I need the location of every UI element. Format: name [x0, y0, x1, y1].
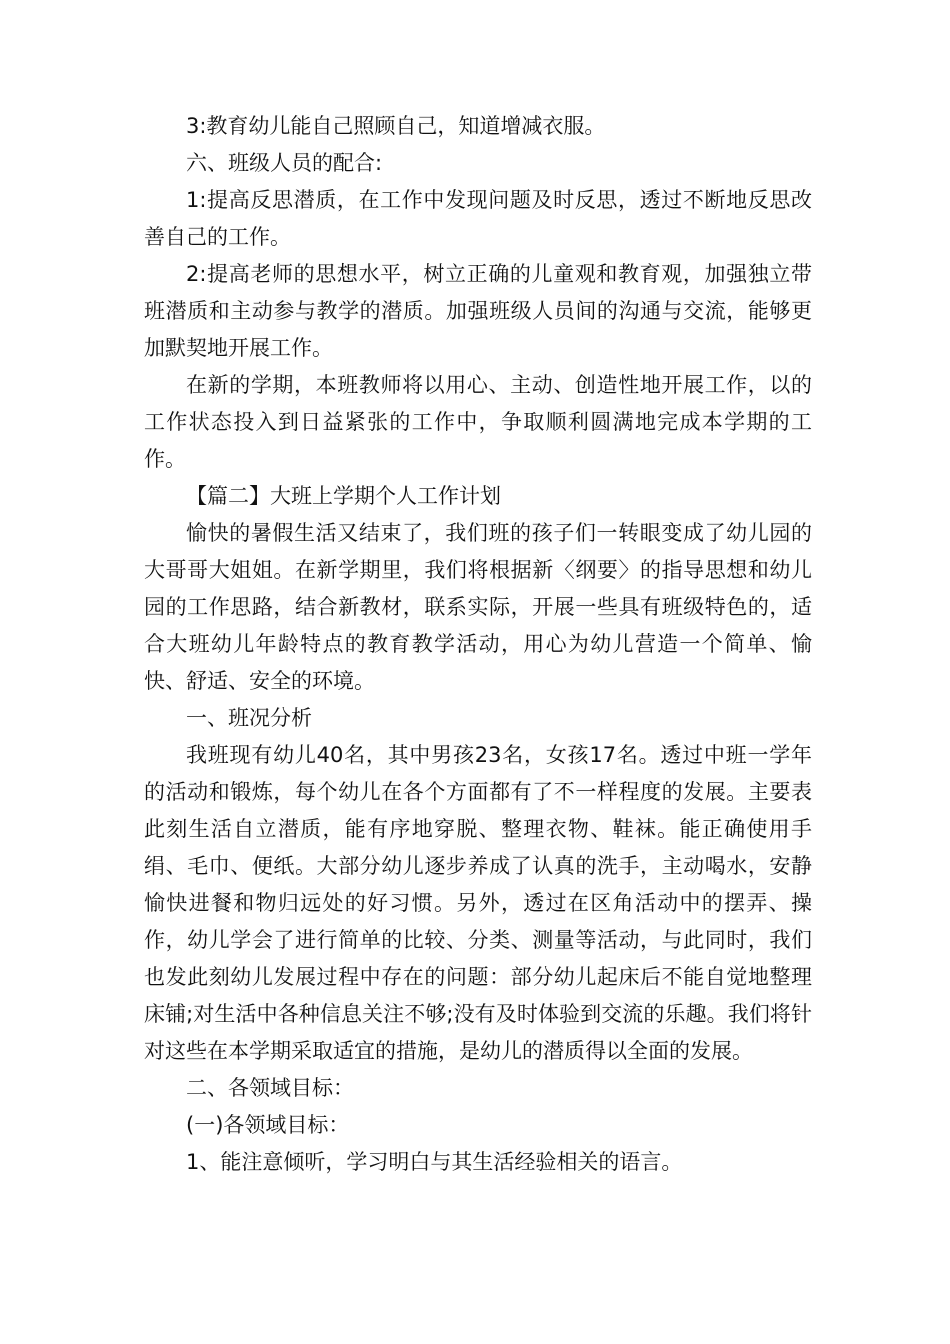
heading-domain-goals: 二、各领域目标：: [186, 1076, 354, 1100]
document-body: [144, 108, 812, 1181]
heading-staff-cooperation: 六、班级人员的配合:: [186, 151, 383, 175]
paragraph-intro: 愉快的暑假生活又结束了，我们班的孩子们一转眼变成了幼儿园的大哥哥大姐姐。在新学期里，我们将根据新〈纲要〉的指导思想和幼儿园的工作思路，结合新教材，联系实际，开展一些具有班级特色的，适合大班幼儿年龄特点的教育教学活动，用心为幼儿营造一个简单、愉快、舒适、安全的环境。: [144, 521, 812, 693]
paragraph-listening-goal: 1、能注意倾听，学习明白与其生活经验相关的语言。: [186, 1150, 683, 1174]
heading-class-analysis: 一、班况分析: [186, 706, 312, 730]
paragraph-new-semester: 在新的学期，本班教师将以用心、主动、创造性地开展工作，以的工作状态投入到日益紧张的工作中，争取顺利圆满地完成本学期的工作。: [144, 373, 812, 471]
heading-part-two-title: 【篇二】大班上学期个人工作计划: [186, 484, 501, 508]
paragraph-class-analysis: 我班现有幼儿40名，其中男孩23名，女孩17名。透过中班一学年的活动和锻炼，每个幼儿在各个方面都有了不一样程度的发展。主要表此刻生活自立潜质，能有序地穿脱、整理衣物、鞋袜。能正确使用手绢、毛巾、便纸。大部分幼儿逐步养成了认真的洗手，主动喝水，安静愉快进餐和物归远处的好习惯。另外，透过在区角活动中的摆弄、操作，幼儿学会了进行简单的比较、分类、测量等活动，与此同时，我们也发此刻幼儿发展过程中存在的问题：部分幼儿起床后不能自觉地整理床铺;对生活中各种信息关注不够;没有及时体验到交流的乐趣。我们将针对这些在本学期采取适宜的措施，是幼儿的潜质得以全面的发展。: [144, 743, 812, 1063]
paragraph-reflection: 1:提高反思潜质，在工作中发现问题及时反思，透过不断地反思改善自己的工作。: [144, 188, 812, 249]
paragraph-self-care-goal: 3:教育幼儿能自己照顾自己，知道增减衣服。: [186, 114, 606, 138]
subheading-domain-goals: (一)各领域目标：: [186, 1113, 350, 1137]
paragraph-teacher-thinking: 2:提高老师的思想水平，树立正确的儿童观和教育观，加强独立带班潜质和主动参与教学的潜质。加强班级人员间的沟通与交流，能够更加默契地开展工作。: [144, 262, 812, 360]
